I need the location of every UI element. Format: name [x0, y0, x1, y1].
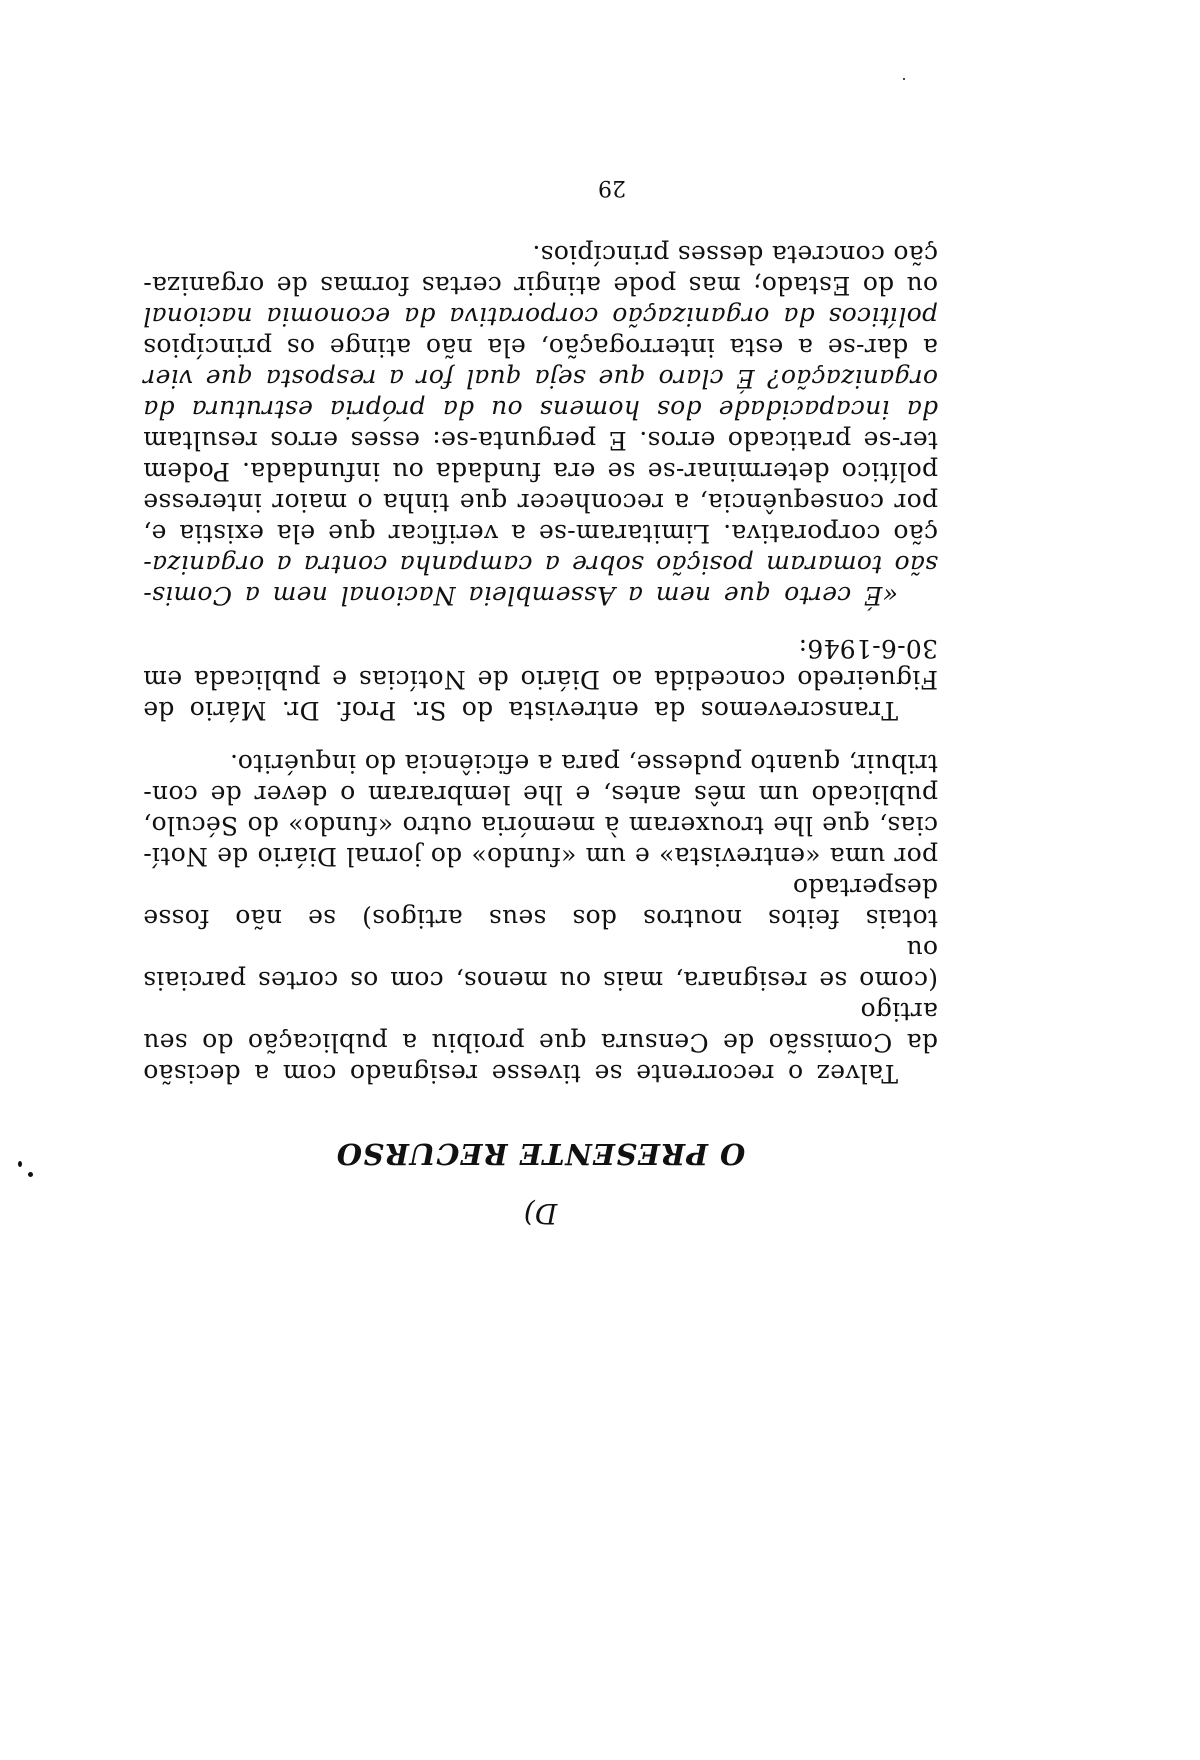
section-title: O PRESENTE RECURSO — [335, 1137, 746, 1171]
paragraph-1 — [143, 748, 938, 1089]
scan-speck — [903, 78, 905, 80]
page-number: 29 — [598, 175, 626, 200]
text-line: por uma «entrevista» e um «fundo» do jornal Diário de Notí- — [143, 842, 938, 871]
paragraph-2 — [143, 633, 938, 726]
text-line: Figueiredo concedida ao Diário de Notícias e publicada em — [143, 665, 938, 694]
text-line: ter-se praticado erros. E pergunta-se: esses erros resultam — [143, 426, 938, 455]
text-line: político determinar-se se era fundada ou infundada. Podem — [143, 457, 938, 486]
text-line: por consequência, a reconhecer que tinha o maior interesse — [143, 488, 938, 517]
text-line: Talvez o recorrente se tivesse resignado com a decisão — [143, 1059, 898, 1088]
text-line: organização? É claro que seja qual for a resposta que vier — [143, 364, 938, 393]
text-line: cias, que lhe trouxeram à memória outro «fundo» do Século, — [143, 811, 938, 840]
scan-speck — [18, 1161, 22, 1167]
text-line: a dar-se a esta interrogação, ela não atinge os princípios — [143, 333, 938, 362]
text-line: da Comissão de Censura que proibiu a publicação do seu artigo — [143, 997, 938, 1057]
text-line: ção concreta desses princípios. — [532, 240, 938, 269]
text-line: ção corporativa. Limitaram-se a verificar que ela existia e, — [143, 519, 938, 548]
scan-speck — [28, 1172, 33, 1177]
text-line: da incapacidade dos homens ou da própria estrutura da — [143, 395, 938, 424]
text-line: são tomaram posição sobre a campanha contra a organiza- — [143, 550, 938, 579]
text-line: (como se resignara, mais ou menos, com os cortes parciais ou — [143, 935, 938, 995]
text-line: 30-6-1946: — [798, 634, 938, 663]
text-line: ou do Estado; mas pode atingir certas formas de organiza- — [143, 271, 938, 300]
text-line: publicado um mês antes, e lhe lembraram o dever de con- — [143, 780, 938, 809]
paragraph-quote — [143, 239, 938, 611]
section-letter: D) — [523, 1197, 558, 1230]
text-block — [143, 239, 938, 1230]
text-line: «É certo que nem a Assembleia Nacional nem a Comis- — [143, 581, 898, 610]
text-line: totais feitos noutros dos seus artigos) se não fosse despertado — [143, 873, 938, 933]
text-line: políticos da organização corporativa da economia nacional — [143, 302, 938, 331]
text-line: tribuir, quanto pudesse, para a eficiência do inquérito. — [229, 749, 938, 778]
text-line: Transcrevemos da entrevista do Sr. Prof. Dr. Mário de — [143, 696, 898, 725]
